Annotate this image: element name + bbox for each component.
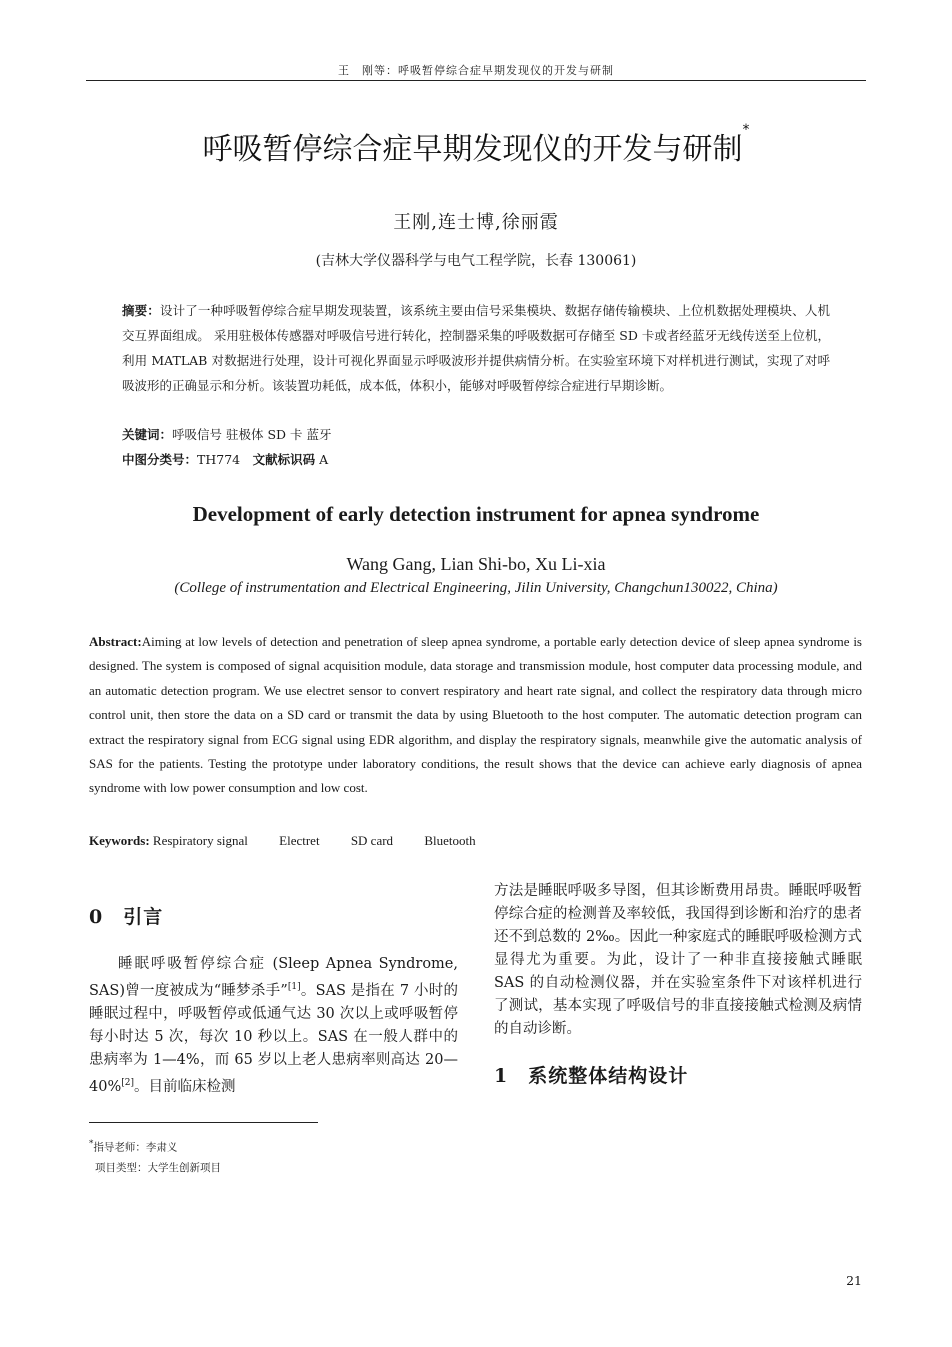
abstract-chinese-label: 摘要： <box>122 303 160 318</box>
document-code: A <box>319 452 329 467</box>
keywords-chinese-text: 呼吸信号 驻极体 SD 卡 蓝牙 <box>172 427 332 442</box>
introduction-paragraph <box>89 953 458 1099</box>
intro-text-a: 睡眠呼吸暂停综合症 (Sleep Apnea Syndrome, SAS)曾一度被成为“睡梦杀手” <box>89 956 458 999</box>
keyword-item: SD card <box>350 833 394 848</box>
citation-2: [2] <box>121 1077 134 1088</box>
document-code-label: 文献标识码 <box>252 452 316 467</box>
footnote-project: 项目类型：大学生创新项目 <box>95 1162 221 1174</box>
keywords-chinese <box>122 424 332 446</box>
intro-text-c: 。目前临床检测 <box>133 1078 236 1095</box>
footnote-advisor <box>89 1136 177 1156</box>
title-english: Development of early detection instrument for apnea syndrome <box>192 502 760 526</box>
section-heading-system-design: 1 系统整体结构设计 <box>494 1065 689 1087</box>
keyword-item: Bluetooth <box>424 833 476 848</box>
body-column-left <box>89 880 458 1099</box>
abstract-chinese <box>122 298 830 398</box>
keywords-chinese-label: 关键词： <box>122 427 173 442</box>
affiliation-chinese: (吉林大学仪器科学与电气工程学院，长春 130061) <box>315 253 637 269</box>
section-heading-introduction: 0 引言 <box>89 906 164 928</box>
keywords-english <box>89 830 862 852</box>
abstract-english <box>89 630 862 801</box>
keyword-item: Electret <box>279 833 320 848</box>
header-rule <box>86 80 866 81</box>
abstract-english-label: Abstract: <box>89 634 142 649</box>
footnote-advisor-text: 指导老师：李肃义 <box>93 1141 178 1154</box>
running-header: 王 刚等：呼吸暂停综合症早期发现仪的开发与研制 <box>338 64 614 77</box>
abstract-english-text: Aiming at low levels of detection and penetration of sleep apnea syndrome, a portable early detection device of sleep apnea syndrome is designed. The system is composed of signal acquisition module, data storage and transmission module, host computer data processing module, and an automatic detection program. We use electret sensor to convert respiratory and heart rate signal, and collect the respiratory data through micro control unit, then store the data on a SD card or transmit the data by using Bluetooth to the host computer. The automatic detection program can extract the respiratory signal from ECG signal using EDR algorithm, and display the respiratory signals, meanwhile give the automatic analysis of SAS for the patients. Testing the prototype under laboratory conditions, the result shows that the device can achieve early diagnosis of apnea syndrome with low power consumption and low cost. <box>89 634 862 796</box>
authors-chinese: 王刚,连士博,徐丽霞 <box>393 212 559 233</box>
title-chinese <box>86 124 866 168</box>
footnote-rule <box>89 1122 318 1123</box>
affiliation-english: (College of instrumentation and Electrical Engineering, Jilin University, Changchun130022, China) <box>174 580 778 596</box>
introduction-paragraph-continued: 方法是睡眠呼吸多导图，但其诊断费用昂贵。睡眠呼吸暂停综合症的检测普及率较低，我国得到诊断和治疗的患者还不到总数的 2‰。因此一种家庭式的睡眠呼吸检测方式显得尤为重要。为此，设计了一种非直接接触式睡眠 SAS 的自动检测仪器，并在实验室条件下对该样机进行了测试，基本实现了呼吸信号的非直接接触式检测及病情的自动诊断。 <box>494 883 862 1037</box>
abstract-chinese-text: 设计了一种呼吸暂停综合症早期发现装置，该系统主要由信号采集模块、数据存储传输模块、上位机数据处理模块、人机交互界面组成。 采用驻极体传感器对呼吸信号进行转化，控制器采集的呼吸数据可存储至 SD 卡或者经蓝牙无线传送至上位机，利用 MATLAB 对数据进行处理，设计可视化界面显示呼吸波形并提供病情分析。在实验室环境下对样机进行测试，实现了对呼吸波形的正确显示和分析。该装置功耗低，成本低，体积小，能够对呼吸暂停综合症进行早期诊断。 <box>122 303 830 393</box>
footnote-mark: * <box>89 1139 94 1149</box>
keywords-english-label: Keywords: <box>89 833 150 848</box>
body-column-right <box>494 880 862 1088</box>
title-chinese-text: 呼吸暂停综合症早期发现仪的开发与研制 <box>202 132 743 167</box>
keyword-item: Respiratory signal <box>152 833 248 848</box>
title-footnote-mark: * <box>742 122 750 138</box>
authors-english: Wang Gang, Lian Shi-bo, Xu Li-xia <box>346 554 606 574</box>
citation-1: [1] <box>287 982 301 992</box>
classification-label: 中图分类号： <box>122 452 198 467</box>
intro-text-b: 。SAS 是指在 7 小时的睡眠过程中，呼吸暂停或低通气达 30 次以上或呼吸暂停每小时达 5 次，每次 10 秒以上。SAS 在一般人群中的患病率为 1—4%，而 65 岁以上老人患病率则高达 20—40% <box>89 982 458 1095</box>
classification-line <box>122 449 328 471</box>
classification-code: TH774 <box>197 452 241 467</box>
page-number: 21 <box>846 1273 862 1288</box>
